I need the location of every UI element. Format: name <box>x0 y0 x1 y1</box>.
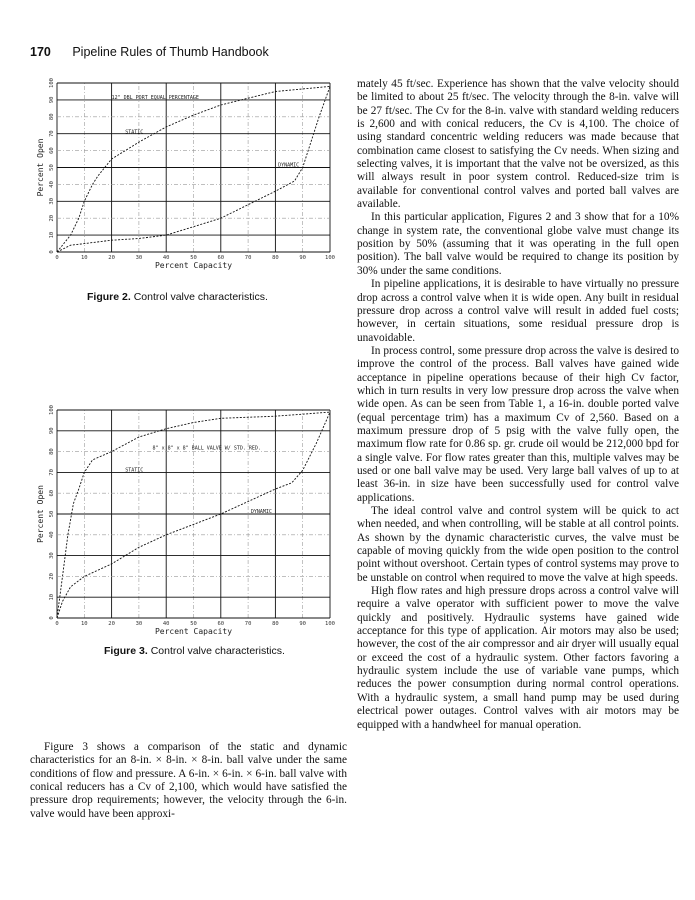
svg-text:STATIC: STATIC <box>125 129 144 136</box>
figure-2-caption-text: Control valve characteristics. <box>133 291 268 303</box>
svg-text:70: 70 <box>244 621 252 627</box>
svg-text:90: 90 <box>49 96 55 104</box>
svg-text:DYNAMIC: DYNAMIC <box>250 508 272 515</box>
paragraph: High flow rates and high pressure drops across a control valve will require a valve operator with sufficient power to move the valve quickly and positively. Hydraulic systems have gained wide acceptance for this type of application. Air motors may also be used; however, the cost of the air compressor and air dryer will usually equal or exceed the cost of a hydraulic system. Other factors favoring a hydraulic system include the use of variable vane pumps, which reduces the power consumption during normal control operations. With a hydraulic system, a small hand pump may be used during electrical power outages. Control valves with air motors may be equipped with a handwheel for manual operation. <box>357 585 679 731</box>
svg-text:DYNAMIC: DYNAMIC <box>278 162 300 169</box>
svg-text:40: 40 <box>162 255 170 261</box>
svg-text:90: 90 <box>299 621 307 627</box>
svg-text:100: 100 <box>49 405 55 415</box>
svg-text:100: 100 <box>49 78 55 88</box>
paragraph: In this particular application, Figures 2 and 3 show that for a 10% change in system rate, the conventional globe valve must change its position by 50% (assuming that it was operating in the full open position). The ball valve would be required to change its position by 30% under the same conditions. <box>357 211 679 277</box>
svg-text:30: 30 <box>135 255 143 261</box>
svg-text:Percent Open: Percent Open <box>36 485 45 543</box>
right-column-text <box>357 78 679 732</box>
svg-text:50: 50 <box>49 510 55 518</box>
svg-text:20: 20 <box>108 621 115 627</box>
svg-text:100: 100 <box>325 621 335 627</box>
svg-text:40: 40 <box>49 181 55 188</box>
svg-text:90: 90 <box>49 427 55 435</box>
svg-text:30: 30 <box>49 552 55 559</box>
svg-text:80: 80 <box>272 255 279 261</box>
svg-text:60: 60 <box>49 489 55 497</box>
svg-text:STATIC: STATIC <box>125 467 144 474</box>
svg-text:30: 30 <box>135 621 143 627</box>
svg-text:20: 20 <box>49 214 55 222</box>
svg-text:0: 0 <box>55 621 59 627</box>
page-number: 170 <box>30 45 51 59</box>
svg-text:8" x 8" x 8" BALL VALVE W/ STD: 8" x 8" x 8" BALL VALVE W/ STD. RED. <box>152 445 261 452</box>
figure-3-caption-label: Figure 3. <box>104 645 148 657</box>
svg-text:Percent Capacity: Percent Capacity <box>154 627 233 636</box>
figure-3-caption <box>104 645 285 657</box>
svg-text:40: 40 <box>162 621 170 627</box>
svg-text:70: 70 <box>49 130 55 138</box>
paragraph: In process control, some pressure drop across the valve is desired to improve the control of the process. Ball valves have gained wide acceptance in pipeline operations because of their high Cv factor, which in turn results in very low pressure drop across the valve when wide open. As can be seen from Table 1, a 16-in. double ported valve (equal percentage trim) has a maximum Cv of 2,560. Based on a maximum pressure drop of 5 psig with the valve fully open, the maximum flow rate for 0.86 sp. gr. crude oil would be 212,000 bpd for a single valve. For flow rates greater than this, multiple valves may be used or one ball valve may be used. Very large ball valves of up to at least 36-in. in size have been successfully used for control valve applications. <box>357 344 679 504</box>
figure-3-caption-text: Control valve characteristics. <box>150 645 285 657</box>
figure-3-plot <box>28 402 338 642</box>
svg-text:0: 0 <box>49 616 55 620</box>
svg-text:10: 10 <box>80 255 88 261</box>
book-title: Pipeline Rules of Thumb Handbook <box>72 45 269 59</box>
running-header <box>30 45 269 59</box>
figure-3-chart <box>28 402 338 642</box>
svg-text:30: 30 <box>49 197 55 205</box>
svg-text:100: 100 <box>325 255 335 261</box>
svg-text:80: 80 <box>49 113 55 121</box>
svg-text:0: 0 <box>49 250 55 254</box>
figure-2-plot <box>28 74 338 284</box>
paragraph: Figure 3 shows a comparison of the static and dynamic characteristics for an 8-in. × 8-in. × 8-in. ball valve under the same conditions of flow and pressure. A 6-in. × 6-in. × 6-in. ball valve with conical reducers has a Cv of 2,100, which would have satisfied the pressure drop requirements; however, the velocity through the 6-in. valve would have been approxi- <box>30 741 347 820</box>
figure-2-chart <box>28 74 338 284</box>
svg-text:90: 90 <box>299 255 307 261</box>
svg-text:0: 0 <box>55 255 59 261</box>
svg-text:10: 10 <box>49 231 55 239</box>
figure-2-caption-label: Figure 2. <box>87 291 131 303</box>
svg-text:Percent Capacity: Percent Capacity <box>154 261 233 270</box>
svg-text:10: 10 <box>80 621 88 627</box>
svg-text:50: 50 <box>49 164 55 171</box>
svg-text:20: 20 <box>108 255 115 261</box>
svg-text:50: 50 <box>190 621 197 627</box>
svg-text:60: 60 <box>49 147 55 154</box>
svg-text:60: 60 <box>217 255 225 261</box>
figure-2-caption <box>87 291 268 303</box>
left-column-text <box>30 741 347 821</box>
svg-text:80: 80 <box>272 621 279 627</box>
svg-text:Percent Open: Percent Open <box>36 138 45 197</box>
svg-text:70: 70 <box>49 469 55 476</box>
paragraph: In pipeline applications, it is desirable to have virtually no pressure drop across a control valve when it is wide open. Any built in residual pressure drop across a control valve will result in added fuel costs; however, in certain situations, some residual pressure drop is unavoidable. <box>357 278 679 344</box>
svg-text:20: 20 <box>49 573 55 580</box>
svg-text:60: 60 <box>217 621 225 627</box>
svg-text:80: 80 <box>49 448 55 455</box>
svg-text:40: 40 <box>49 531 55 539</box>
paragraph: mately 45 ft/sec. Experience has shown that the valve velocity should be limited to about 25 ft/sec. The velocity through the 8-in. valve will be 27 ft/sec. The Cv for the 8-in. valve with standard welding reducers is 2,600 and with conical reducers, the Cv is 4,100. The choice of using standard concentric welding reducers was made because that combination came closest to satisfying the Cv needs. When sizing and selecting valves, it is important that the valve not be oversized, as this will always result in poor system control. Reduced-size trim is available for conventional control valves and ported ball valves are available. <box>357 78 679 211</box>
svg-text:10: 10 <box>49 593 55 601</box>
svg-text:50: 50 <box>190 255 197 261</box>
svg-text:12" DBL PORT EQUAL PERCENTAGE: 12" DBL PORT EQUAL PERCENTAGE <box>111 94 199 101</box>
paragraph: The ideal control valve and control system will be quick to act when needed, and when controlling, will be stable at all control points. As shown by the dynamic characteristic curves, the valve must be capable of moving quickly from the wide open position to the control point without overshoot. Certain types of control systems may prove to be unstable on control when required to move the valve at high speeds. <box>357 505 679 584</box>
svg-text:70: 70 <box>244 255 252 261</box>
